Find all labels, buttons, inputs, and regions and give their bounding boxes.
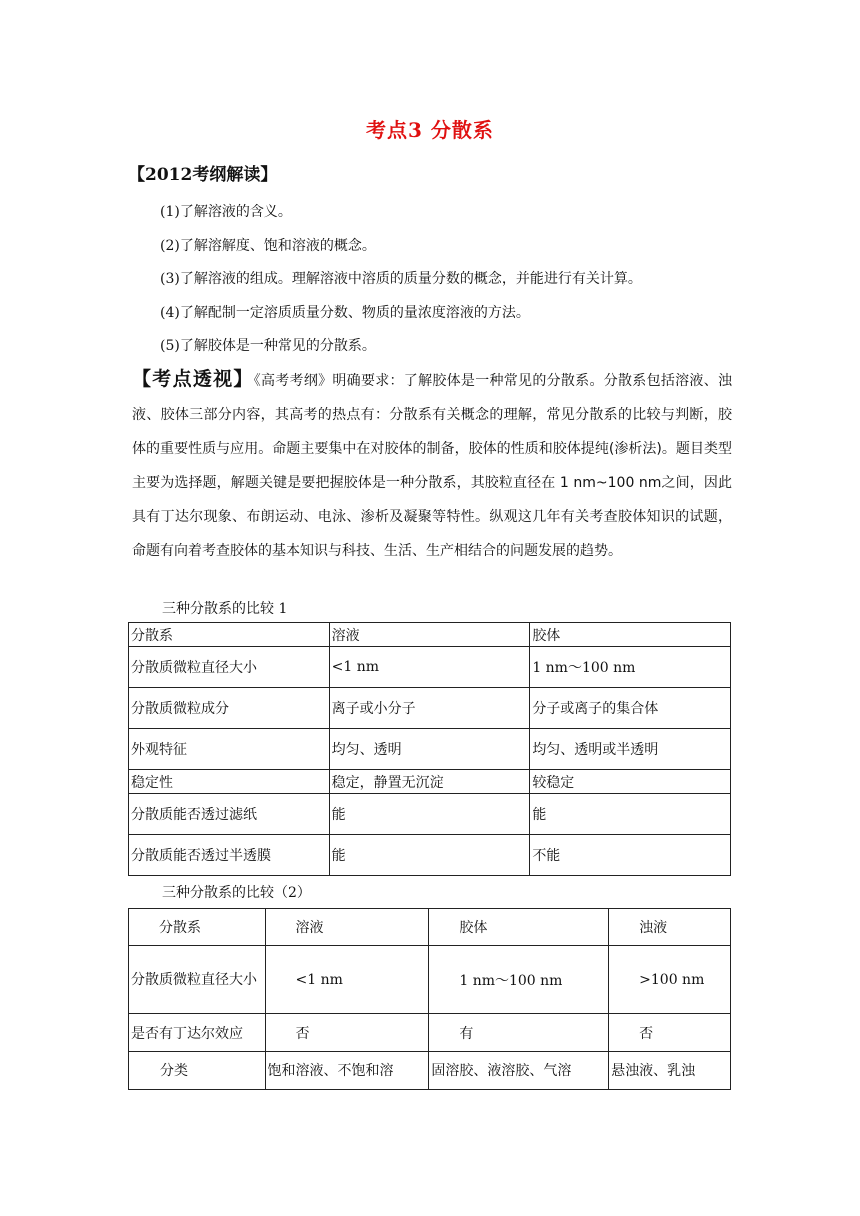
table-cell: 外观特征 [129,729,330,770]
table-cell: 稳定，静置无沉淀 [329,770,530,794]
table-cell: 分散质能否透过半透膜 [129,835,330,876]
table-cell: 不能 [530,835,731,876]
table-cell: 较稳定 [530,770,731,794]
table-cell: 离子或小分子 [329,688,530,729]
table-cell: 是否有丁达尔效应 [129,1014,266,1052]
table-row [129,835,731,876]
table-cell: 能 [329,794,530,835]
table1-caption: 三种分散系的比较 1 [162,601,288,617]
table-row [129,647,731,688]
comparison-table-2 [128,908,731,1090]
table-cell: 稳定性 [129,770,330,794]
table-cell: 固溶胶、液溶胶、气溶 [429,1052,609,1090]
table-cell: 否 [265,1014,429,1052]
table-cell: 分散系 [129,623,330,647]
table-cell: 分散质微粒成分 [129,688,330,729]
table-cell: 否 [609,1014,731,1052]
table-cell: 胶体 [429,909,609,946]
focus-tag: 【考点透视】 [132,368,254,390]
table-row [129,1014,731,1052]
table-cell: 溶液 [329,623,530,647]
table-cell: 有 [429,1014,609,1052]
focus-paragraph [132,362,732,568]
comparison-table-1 [128,622,731,876]
table-cell: 均匀、透明或半透明 [530,729,731,770]
table-row [129,623,731,647]
table-cell: 均匀、透明 [329,729,530,770]
table-cell: 饱和溶液、不饱和溶 [265,1052,429,1090]
table-cell: >100 nm [609,946,731,1014]
table-cell: 分散质微粒直径大小 [129,647,330,688]
page-title: 考点3 分散系 [366,118,494,142]
table-cell: 1 nm～100 nm [530,647,731,688]
section-heading: 【2012考纲解读】 [128,165,278,185]
table-row [129,909,731,946]
objective-item: (1)了解溶液的含义。 [160,204,292,220]
objective-item: (5)了解胶体是一种常见的分散系。 [160,338,376,354]
table-cell: 分子或离子的集合体 [530,688,731,729]
objective-item: (3)了解溶液的组成。理解溶液中溶质的质量分数的概念，并能进行有关计算。 [160,271,642,287]
table-row [129,794,731,835]
table-cell: 分散质能否透过滤纸 [129,794,330,835]
table-row [129,946,731,1014]
table-cell: 分散系 [129,909,266,946]
objective-item: (2)了解溶解度、饱和溶液的概念。 [160,237,376,254]
table-cell: 溶液 [265,909,429,946]
focus-text: 《高考考纲》明确要求：了解胶体是一种常见的分散系。分散系包括溶液、浊液、胶体三部分内容，其高考的热点有：分散系有关概念的理解，常见分散系的比较与判断，胶体的重要性质与应用。命题主要集中在对胶体的制备，胶体的性质和胶体提纯(渗析法)。题目类型主要为选择题，解题关键是要把握胶体是一种分散系，其胶粒直径在 1 nm~100 nm之间，因此具有丁达尔现象、布朗运动、电泳、渗析及凝聚等特性。纵观这几年有关考查胶体知识的试题，命题有向着考查胶体的基本知识与科技、生活、生产相结合的问题发展的趋势。 [132,373,732,559]
table-cell: 分类 [129,1052,266,1090]
table-cell: 悬浊液、乳浊 [609,1052,731,1090]
objectives-list [160,202,642,370]
table-row [129,729,731,770]
objective-item: (4)了解配制一定溶质质量分数、物质的量浓度溶液的方法。 [160,304,530,321]
table-cell: 能 [329,835,530,876]
table-row [129,770,731,794]
table-cell: <1 nm [329,647,530,688]
table-cell: 1 nm～100 nm [429,946,609,1014]
table-cell: 胶体 [530,623,731,647]
table2-caption: 三种分散系的比较（2） [162,885,311,901]
table-cell: 分散质微粒直径大小 [129,946,266,1014]
table-cell: 浊液 [609,909,731,946]
table-cell: <1 nm [265,946,429,1014]
table-cell: 能 [530,794,731,835]
table-row [129,688,731,729]
table-row [129,1052,731,1090]
